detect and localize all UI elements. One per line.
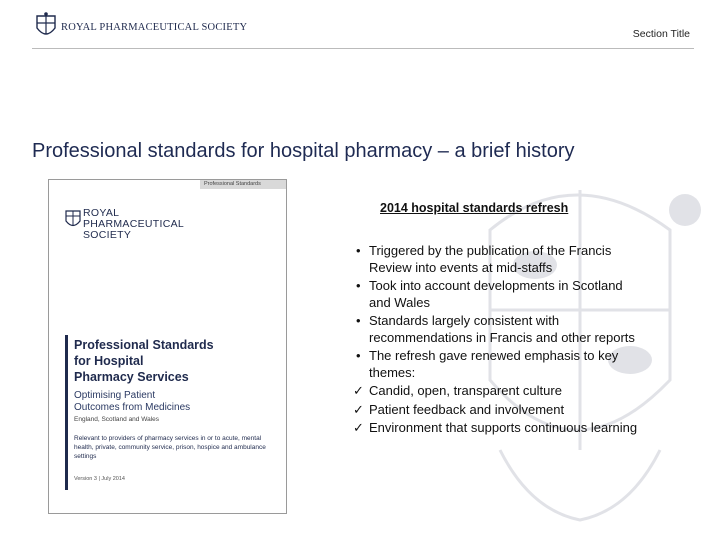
slide-header xyxy=(0,0,720,60)
bullet-list xyxy=(354,243,644,439)
cover-version: Version 3 | July 2014 xyxy=(74,476,125,482)
list-item-text: Candid, open, transparent culture xyxy=(369,383,562,398)
list-item-text: Patient feedback and involvement xyxy=(369,401,565,417)
bullet-icon: • xyxy=(356,348,361,363)
header-divider xyxy=(32,48,694,49)
crest-icon xyxy=(65,208,81,232)
list-item-text: Triggered by the publication of the Francis Review into events at mid-staffs xyxy=(369,243,612,275)
slide-title: Professional standards for hospital pharmacy – a brief history xyxy=(32,140,575,162)
cover-logo xyxy=(65,208,184,241)
cover-region: England, Scotland and Wales xyxy=(74,416,160,423)
list-item xyxy=(354,420,644,437)
cover-logo-text: ROYAL PHARMACEUTICAL SOCIETY xyxy=(83,207,185,241)
bullet-icon: • xyxy=(356,278,361,293)
list-item xyxy=(354,313,644,346)
document-cover xyxy=(48,179,287,514)
checkmark-icon: ✓ xyxy=(353,383,364,398)
cover-title: Professional Standards for Hospital Pharmacy Services xyxy=(74,338,214,384)
bullet-icon: • xyxy=(356,243,361,258)
list-item xyxy=(354,402,644,419)
logo-text: ROYAL PHARMACEUTICAL SOCIETY xyxy=(61,21,248,33)
list-item xyxy=(354,278,644,311)
section-title: Section Title xyxy=(632,28,690,40)
cover-tag: Professional Standards xyxy=(200,179,287,189)
list-item xyxy=(354,348,644,381)
list-item xyxy=(354,243,644,276)
list-item-text: Took into account developments in Scotland and Wales xyxy=(369,278,623,310)
list-item-text: Standards largely consistent with recommendations in Francis and other reports xyxy=(369,313,635,345)
list-item-text: Environment that supports continuous learning xyxy=(369,420,638,435)
checkmark-icon: ✓ xyxy=(353,420,364,435)
cover-accent-bar xyxy=(65,335,68,490)
cover-description: Relevant to providers of pharmacy services in or to acute, mental health, private, community service, prison, hospice and ambulance settings xyxy=(74,435,266,460)
crest-icon xyxy=(35,12,57,42)
cover-subtitle: Optimising Patient Outcomes from Medicines xyxy=(74,390,191,413)
list-item xyxy=(354,383,644,400)
rps-logo xyxy=(35,12,247,42)
bullet-icon: • xyxy=(356,313,361,328)
content-heading: 2014 hospital standards refresh xyxy=(380,201,569,215)
checkmark-icon: ✓ xyxy=(353,401,364,417)
list-item-text: The refresh gave renewed emphasis to key themes: xyxy=(369,348,619,380)
